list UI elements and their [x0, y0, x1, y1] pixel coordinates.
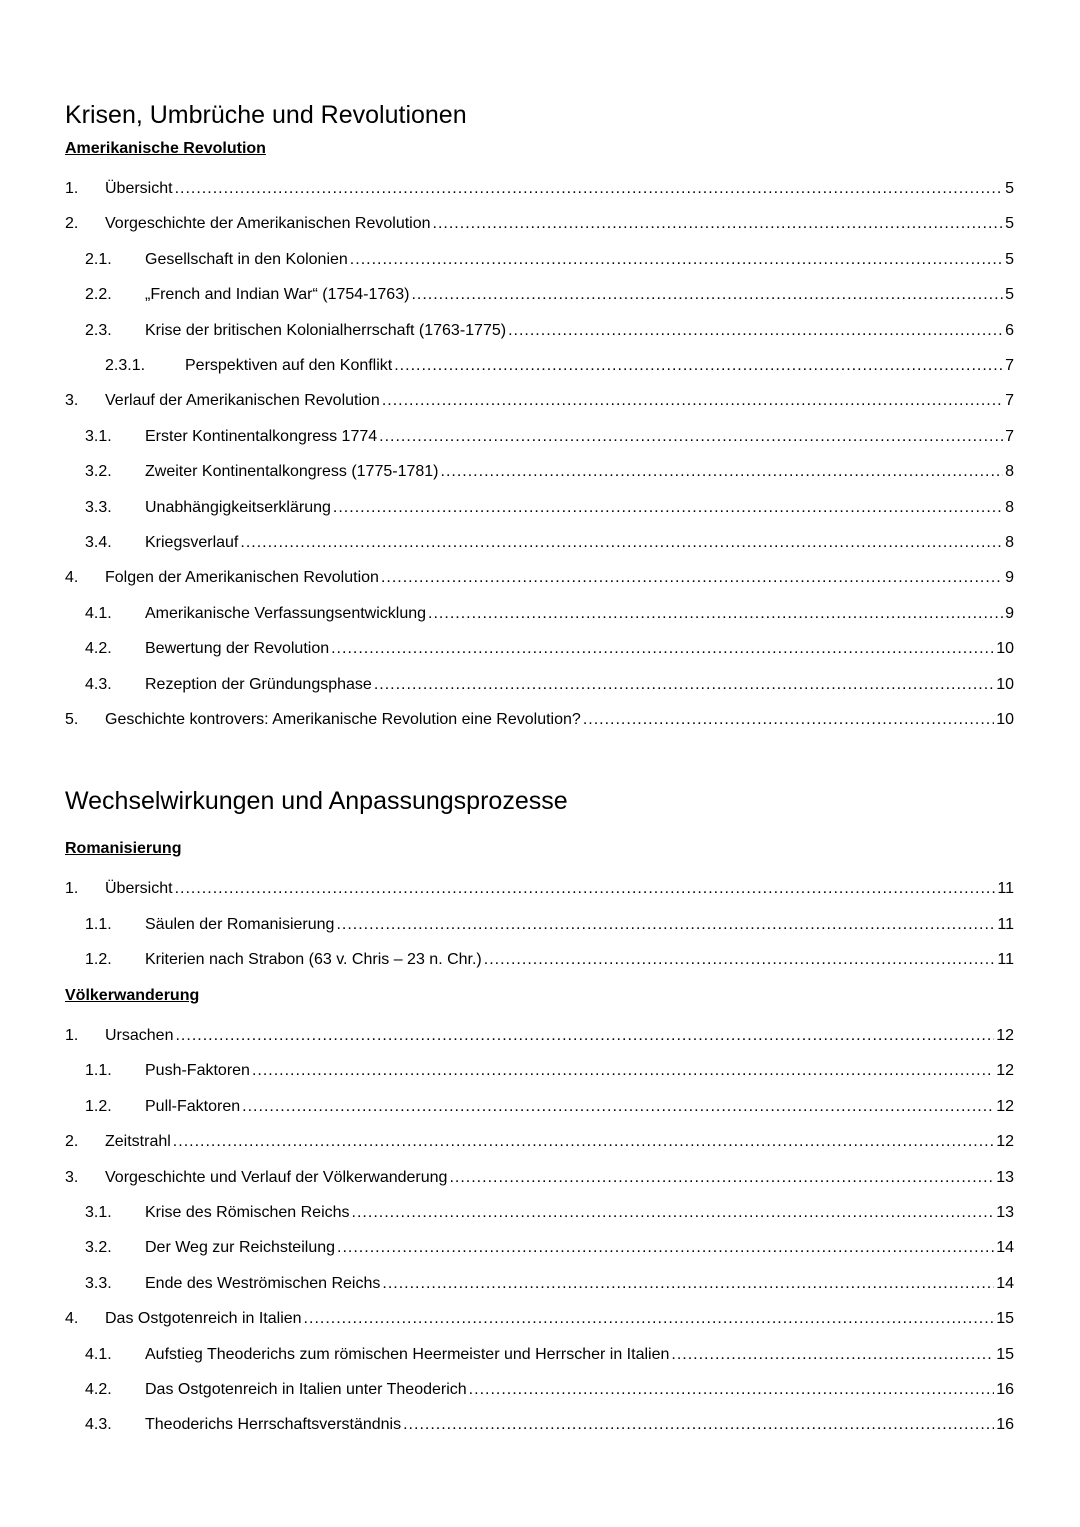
toc-entry[interactable]	[85, 1202, 1014, 1224]
entry-number: 2.	[65, 215, 79, 232]
dot-leader	[252, 1060, 994, 1082]
entry-label: Erster Kontinentalkongress 1774	[145, 428, 378, 445]
entry-number: 2.	[65, 1133, 79, 1150]
toc-entry[interactable]	[85, 674, 1014, 696]
entry-label: Rezeption der Gründungsphase	[145, 676, 372, 693]
toc-entry[interactable]	[65, 1025, 1014, 1047]
dot-leader	[508, 320, 1003, 342]
entry-label: Pull-Faktoren	[145, 1098, 241, 1115]
entry-number: 4.3.	[85, 676, 112, 693]
toc-entry[interactable]	[65, 709, 1014, 731]
entry-label: Gesellschaft in den Kolonien	[145, 251, 348, 268]
entry-page: 13	[996, 1204, 1014, 1221]
entry-number: 1.	[65, 180, 79, 197]
dot-leader	[411, 284, 1003, 306]
entry-page: 6	[1005, 322, 1014, 339]
entry-label: „French and Indian War“ (1754-1763)	[145, 286, 410, 303]
entry-page: 10	[996, 711, 1014, 728]
entry-label: Krise des Römischen Reichs	[145, 1204, 350, 1221]
dot-leader	[350, 249, 1003, 271]
subsection-title: Romanisierung	[65, 840, 182, 857]
entry-label: Das Ostgotenreich in Italien	[105, 1310, 302, 1327]
dot-leader	[583, 709, 994, 731]
entry-label: Verlauf der Amerikanischen Revolution	[105, 392, 380, 409]
entry-page: 10	[996, 640, 1014, 657]
entry-number: 4.1.	[85, 1346, 112, 1363]
entry-label: Krise der britischen Kolonialherrschaft (1763-1775)	[145, 322, 507, 339]
toc-entry[interactable]	[65, 1167, 1014, 1189]
entry-number: 4.2.	[85, 1381, 112, 1398]
entry-number: 3.3.	[85, 499, 112, 516]
entry-label: Perspektiven auf den Konflikt	[185, 357, 393, 374]
entry-page: 11	[997, 951, 1014, 968]
dot-leader	[469, 1379, 995, 1401]
dot-leader	[240, 532, 1003, 554]
toc-entry[interactable]	[85, 249, 1014, 271]
toc-entry[interactable]	[65, 178, 1014, 200]
entry-page: 14	[996, 1239, 1014, 1256]
entry-page: 11	[997, 916, 1014, 933]
entry-label: Kriegsverlauf	[145, 534, 239, 551]
entry-page: 14	[996, 1275, 1014, 1292]
toc-entry[interactable]	[85, 1273, 1014, 1295]
entry-page: 8	[1005, 499, 1014, 516]
dot-leader	[382, 390, 1003, 412]
dot-leader	[671, 1344, 994, 1366]
entry-page: 9	[1005, 569, 1014, 586]
entry-page: 13	[996, 1169, 1014, 1186]
entry-number: 3.1.	[85, 428, 112, 445]
toc-entry[interactable]	[85, 497, 1014, 519]
entry-label: Übersicht	[105, 880, 173, 897]
entry-page: 7	[1005, 428, 1014, 445]
entry-label: Säulen der Romanisierung	[145, 916, 335, 933]
toc-entry[interactable]	[65, 567, 1014, 589]
toc-entry[interactable]	[85, 1344, 1014, 1366]
entry-page: 8	[1005, 534, 1014, 551]
entry-number: 1.	[65, 1027, 79, 1044]
dot-leader	[352, 1202, 995, 1224]
dot-leader	[242, 1096, 994, 1118]
entry-number: 4.	[65, 569, 79, 586]
entry-number: 3.	[65, 1169, 79, 1186]
entry-number: 4.2.	[85, 640, 112, 657]
toc-entry[interactable]	[85, 532, 1014, 554]
entry-number: 2.3.1.	[105, 357, 146, 374]
toc-entry[interactable]	[85, 914, 1014, 936]
entry-page: 15	[996, 1346, 1014, 1363]
entry-number: 3.2.	[85, 463, 112, 480]
entry-page: 15	[996, 1310, 1014, 1327]
toc-entry[interactable]	[65, 1131, 1014, 1153]
entry-label: Übersicht	[105, 180, 173, 197]
dot-leader	[381, 567, 1003, 589]
entry-label: Zweiter Kontinentalkongress (1775-1781)	[145, 463, 439, 480]
section-title: Wechselwirkungen und Anpassungsprozesse	[65, 787, 568, 815]
entry-number: 5.	[65, 711, 79, 728]
toc-entry[interactable]	[85, 638, 1014, 660]
toc-entry[interactable]	[85, 1060, 1014, 1082]
entry-label: Unabhängigkeitserklärung	[145, 499, 331, 516]
entry-page: 10	[996, 676, 1014, 693]
entry-page: 12	[996, 1062, 1014, 1079]
toc-entry[interactable]	[85, 284, 1014, 306]
entry-label: Ende des Weströmischen Reichs	[145, 1275, 381, 1292]
toc-entry[interactable]	[85, 426, 1014, 448]
entry-label: Aufstieg Theoderichs zum römischen Heermeister und Herrscher in Italien	[145, 1346, 670, 1363]
entry-number: 4.	[65, 1310, 79, 1327]
entry-label: Kriterien nach Strabon (63 v. Chris – 23 n. Chr.)	[145, 951, 482, 968]
subsection-title: Völkerwanderung	[65, 987, 200, 1004]
dot-leader	[175, 1025, 994, 1047]
toc-entry[interactable]	[85, 603, 1014, 625]
dot-leader	[336, 914, 995, 936]
entry-label: Geschichte kontrovers: Amerikanische Revolution eine Revolution?	[105, 711, 581, 728]
entry-number: 4.1.	[85, 605, 112, 622]
dot-leader	[394, 355, 1003, 377]
dot-leader	[433, 213, 1004, 235]
subsection-title: Amerikanische Revolution	[65, 140, 266, 157]
entry-number: 2.1.	[85, 251, 112, 268]
entry-number: 3.1.	[85, 1204, 112, 1221]
dot-leader	[331, 638, 994, 660]
entry-page: 12	[996, 1133, 1014, 1150]
entry-number: 3.	[65, 392, 79, 409]
entry-page: 8	[1005, 463, 1014, 480]
entry-label: Push-Faktoren	[145, 1062, 250, 1079]
dot-leader	[382, 1273, 994, 1295]
entry-page: 9	[1005, 605, 1014, 622]
entry-page: 11	[997, 880, 1014, 897]
entry-label: Der Weg zur Reichsteilung	[145, 1239, 336, 1256]
dot-leader	[173, 1131, 994, 1153]
dot-leader	[484, 949, 996, 971]
dot-leader	[449, 1167, 994, 1189]
dot-leader	[333, 497, 1003, 519]
dot-leader	[379, 426, 1003, 448]
toc-entry[interactable]	[85, 461, 1014, 483]
entry-page: 16	[996, 1381, 1014, 1398]
entry-label: Vorgeschichte und Verlauf der Völkerwanderung	[105, 1169, 448, 1186]
toc-entry[interactable]	[85, 1237, 1014, 1259]
dot-leader	[441, 461, 1004, 483]
entry-number: 3.2.	[85, 1239, 112, 1256]
toc-entry[interactable]	[85, 320, 1014, 342]
entry-number: 1.1.	[85, 1062, 112, 1079]
entry-label: Zeitstrahl	[105, 1133, 171, 1150]
entry-number: 4.3.	[85, 1416, 112, 1433]
toc-entry[interactable]	[65, 390, 1014, 412]
entry-page: 12	[996, 1027, 1014, 1044]
entry-number: 2.3.	[85, 322, 112, 339]
toc-entry[interactable]	[65, 213, 1014, 235]
toc-entry[interactable]	[85, 1379, 1014, 1401]
entry-number: 1.2.	[85, 1098, 112, 1115]
entry-page: 12	[996, 1098, 1014, 1115]
entry-number: 3.3.	[85, 1275, 112, 1292]
entry-label: Bewertung der Revolution	[145, 640, 330, 657]
entry-number: 1.2.	[85, 951, 112, 968]
toc-entry[interactable]	[85, 949, 1014, 971]
toc-entry[interactable]	[65, 1308, 1014, 1330]
dot-leader	[403, 1414, 994, 1436]
entry-label: Folgen der Amerikanischen Revolution	[105, 569, 379, 586]
dot-leader	[304, 1308, 995, 1330]
dot-leader	[428, 603, 1003, 625]
entry-number: 2.2.	[85, 286, 112, 303]
entry-number: 1.	[65, 880, 79, 897]
toc-entry[interactable]	[105, 355, 1014, 377]
dot-leader	[337, 1237, 994, 1259]
entry-page: 5	[1005, 215, 1014, 232]
toc-entry[interactable]	[85, 1096, 1014, 1118]
entry-label: Ursachen	[105, 1027, 174, 1044]
entry-page: 16	[996, 1416, 1014, 1433]
entry-number: 1.1.	[85, 916, 112, 933]
entry-label: Vorgeschichte der Amerikanischen Revolution	[105, 215, 431, 232]
toc-entry[interactable]	[85, 1414, 1014, 1436]
entry-page: 5	[1005, 251, 1014, 268]
entry-label: Amerikanische Verfassungsentwicklung	[145, 605, 427, 622]
entry-page: 7	[1005, 392, 1014, 409]
entry-page: 5	[1005, 180, 1014, 197]
dot-leader	[374, 674, 994, 696]
entry-label: Theoderichs Herrschaftsverständnis	[145, 1416, 402, 1433]
entry-label: Das Ostgotenreich in Italien unter Theoderich	[145, 1381, 467, 1398]
entry-page: 7	[1005, 357, 1014, 374]
entry-page: 5	[1005, 286, 1014, 303]
entry-number: 3.4.	[85, 534, 112, 551]
toc-entry[interactable]	[65, 878, 1014, 900]
section-title: Krisen, Umbrüche und Revolutionen	[65, 101, 467, 129]
dot-leader	[175, 178, 1004, 200]
dot-leader	[175, 878, 996, 900]
